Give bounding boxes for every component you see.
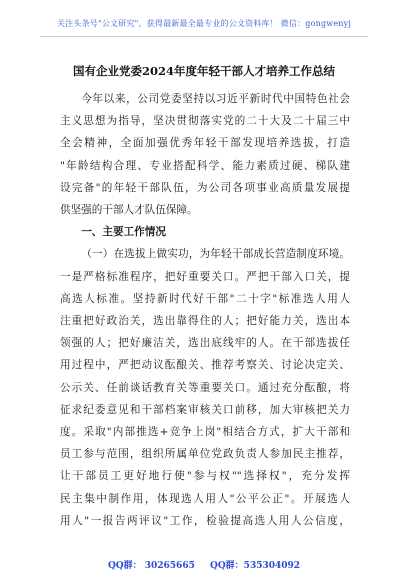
paragraph-line: 度。采取"内部推选+竞争上岗"相结合方式，扩大干部和 [60, 426, 350, 439]
intro-line: 供坚强的干部人才队伍保障。 [60, 204, 198, 217]
footer-qq-group-2: QQ群：535304092 [210, 561, 301, 571]
section-heading: 一、主要工作情况 [81, 226, 166, 239]
paragraph-line: 民主集中制作用，体现选人用人"公平公正"。开展选人 [60, 492, 350, 505]
footer-contacts [0, 558, 408, 571]
header-divider [40, 36, 368, 37]
header-banner: 关注头条号"公文研究"，获得最新最全最专业的公文资料库！ 微信：gongwenyj [56, 19, 352, 28]
intro-line: 全会精神，全面加强优秀年轻干部发现培养选拔，打造 [60, 137, 350, 150]
paragraph-line: 用人"一报告两评议"工作，检验提高选人用人公信度， [60, 514, 350, 527]
paragraph-line: 注重把好政治关，选出靠得住的人；把好能力关，选出本 [60, 315, 350, 328]
intro-line: "年龄结构合理、专业搭配科学、能力素质过硬、梯队建 [60, 159, 350, 172]
intro-line: 主义思想为指导，坚决贯彻落实党的二十大及二十届三中 [60, 115, 350, 128]
paragraph-line: （一）在选拔上做实功，为年轻干部成长营造制度环境。 [81, 248, 350, 261]
intro-line: 设完备"的年轻干部队伍，为公司各项事业高质量发展提 [60, 181, 350, 194]
paragraph-line: 公示关、任前谈话教育关等重要关口。通过充分酝酿，将 [60, 381, 350, 394]
document-body [60, 88, 350, 532]
paragraph-line: 高选人标准。坚持新时代好干部"二十字"标准选人用人 [60, 292, 350, 305]
paragraph-line: 用过程中，严把动议酝酿关、推荐考察关、讨论决定关、 [60, 359, 350, 372]
paragraph-line: 员工参与范围，组织所属单位党政负责人参加民主推荐， [60, 448, 350, 461]
paragraph-line: 领强的人；把好廉洁关，选出底线牢的人。在干部选拔任 [60, 337, 350, 350]
document-title: 国有企业党委2024年度年轻干部人才培养工作总结 [72, 64, 335, 78]
paragraph-line: 让干部员工更好地行使"参与权""选择权"，充分发挥 [60, 470, 350, 483]
paragraph-line: 一是严格标准程序，把好重要关口。严把干部入口关，提 [60, 270, 350, 283]
paragraph-line: 征求纪委意见和干部档案审核关口前移，加大审核把关力 [60, 403, 350, 416]
footer-qq-group-1: QQ群： 30265665 [107, 561, 195, 571]
intro-line: 今年以来，公司党委坚持以习近平新时代中国特色社会 [81, 93, 350, 105]
